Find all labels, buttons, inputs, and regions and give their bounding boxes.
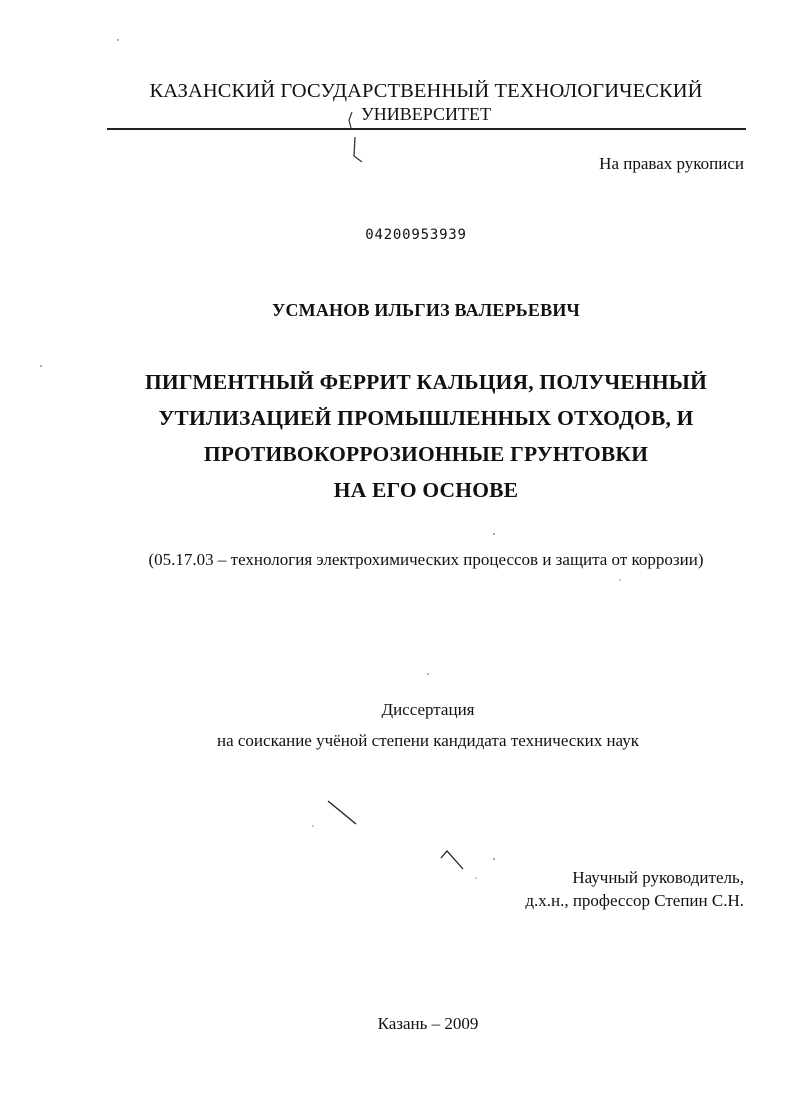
supervisor-block — [525, 866, 744, 912]
specialty-code: (05.17.03 – технология электрохимических процессов и защита от коррозии) — [148, 550, 704, 569]
rights-note: На правах рукописи — [599, 154, 744, 173]
scan-mark-hook — [354, 137, 362, 162]
title-line-2: УТИЛИЗАЦИЕЙ ПРОМЫШЛЕННЫХ ОТХОДОВ, И — [158, 406, 694, 430]
scan-speck-5 — [427, 673, 428, 674]
title-line-3: ПРОТИВОКОРРОЗИОННЫЕ ГРУНТОВКИ — [203, 442, 649, 466]
degree-statement: на соискание учёной степени кандидата технических наук — [216, 731, 639, 750]
scan-mark-angle — [441, 851, 463, 869]
scan-speck-1 — [117, 39, 118, 40]
university-name-line2: УНИВЕРСИТЕТ — [361, 104, 491, 124]
header-divider — [107, 128, 746, 130]
supervisor-name: д.х.н., профессор Степин С.Н. — [525, 891, 744, 910]
dissertation-title — [0, 364, 799, 508]
scan-speck-8 — [475, 877, 476, 878]
document-type: Диссертация — [381, 700, 475, 719]
supervisor-label: Научный руководитель, — [572, 868, 744, 887]
scan-speck-3 — [493, 533, 495, 535]
city-year: Казань – 2009 — [377, 1014, 479, 1033]
scan-speck-6 — [312, 825, 313, 826]
library-barcode-number: 04200953939 — [365, 227, 467, 243]
university-name-line1: КАЗАНСКИЙ ГОСУДАРСТВЕННЫЙ ТЕХНОЛОГИЧЕСКИЙ — [149, 80, 703, 102]
scan-mark-slash — [328, 801, 356, 824]
author-name: УСМАНОВ ИЛЬГИЗ ВАЛЕРЬЕВИЧ — [272, 300, 580, 320]
title-line-1: ПИГМЕНТНЫЙ ФЕРРИТ КАЛЬЦИЯ, ПОЛУЧЕННЫЙ — [144, 370, 708, 394]
scan-speck-7 — [493, 858, 495, 860]
scan-speck-4 — [619, 579, 620, 580]
title-line-4: НА ЕГО ОСНОВЕ — [333, 478, 519, 502]
